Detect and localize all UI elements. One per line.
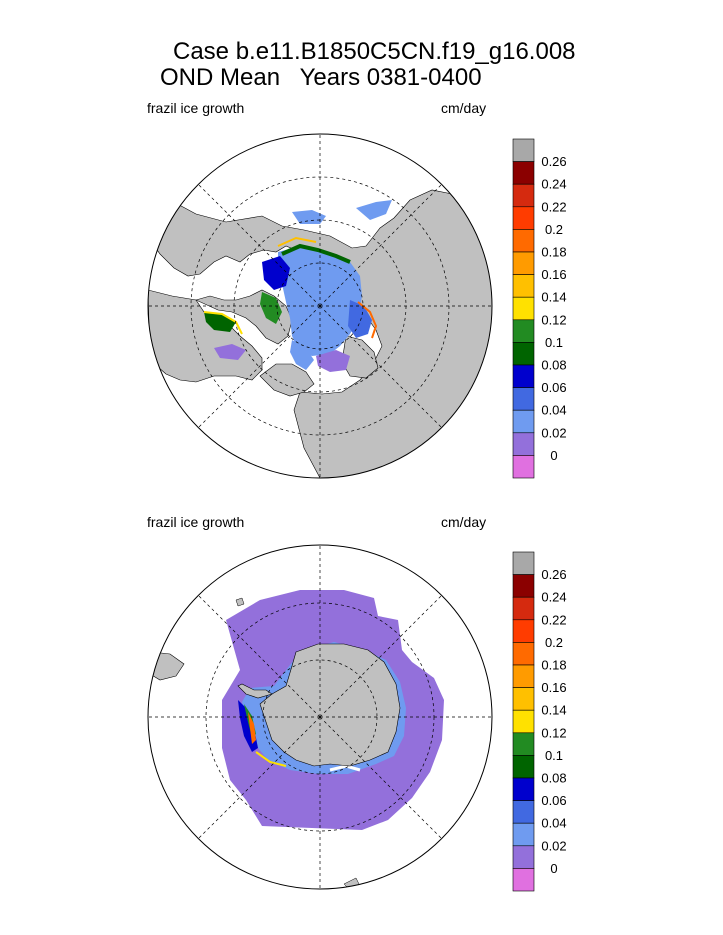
antarctic-map [148, 545, 492, 890]
cb1-label-13: 0 [550, 447, 558, 463]
cb2-label-6: 0.14 [541, 702, 567, 718]
colorbar-south [513, 552, 567, 891]
cb1-swatch-2 [513, 184, 534, 207]
cb1-label-12: 0.02 [541, 425, 567, 441]
cb2-label-10: 0.06 [541, 793, 567, 809]
panel1-units-label: cm/day [441, 100, 487, 116]
cb2-swatch-4 [513, 642, 534, 665]
cb2-swatch-2 [513, 597, 534, 620]
cb1-label-3: 0.2 [544, 221, 564, 237]
cb1-swatch-3 [513, 207, 534, 230]
cb1-label-7: 0.12 [541, 312, 567, 328]
cb1-swatch-10 [513, 365, 534, 388]
cb1-label-6: 0.14 [541, 289, 567, 305]
cb1-swatch-11 [513, 388, 534, 411]
cb2-label-8: 0.1 [544, 747, 564, 763]
cb2-label-11: 0.04 [541, 815, 567, 831]
cb2-swatch-10 [513, 778, 534, 801]
cb2-swatch-9 [513, 755, 534, 778]
cb2-swatch-11 [513, 801, 534, 824]
colorbar-north [513, 139, 567, 478]
cb2-label-7: 0.12 [541, 725, 567, 741]
cb2-swatch-0 [513, 552, 534, 575]
cb2-label-13: 0 [550, 860, 558, 876]
cb2-swatch-3 [513, 620, 534, 643]
cb1-label-8: 0.1 [544, 334, 564, 350]
cb1-label-1: 0.24 [541, 176, 567, 192]
cb1-swatch-7 [513, 297, 534, 320]
cb1-swatch-0 [513, 139, 534, 162]
cb2-label-9: 0.08 [541, 770, 567, 786]
cb2-label-0: 0.26 [541, 567, 567, 583]
cb1-swatch-6 [513, 275, 534, 298]
cb2-label-5: 0.16 [541, 680, 567, 696]
cb1-label-9: 0.08 [541, 357, 567, 373]
panel2-variable-label: frazil ice growth [147, 514, 245, 530]
cb2-swatch-12 [513, 823, 534, 846]
antarctic-graticule [148, 545, 492, 889]
cb1-swatch-12 [513, 410, 534, 433]
cb1-swatch-8 [513, 320, 534, 343]
cb1-label-5: 0.16 [541, 267, 567, 283]
cb1-label-10: 0.06 [541, 380, 567, 396]
cb1-swatch-13 [513, 433, 534, 456]
cb2-swatch-7 [513, 710, 534, 733]
panel1-variable-label: frazil ice growth [147, 100, 245, 116]
panel2-units-label: cm/day [441, 514, 487, 530]
arctic-graticule [148, 134, 492, 478]
arctic-map [148, 134, 496, 486]
cb2-label-4: 0.18 [541, 657, 567, 673]
cb2-label-12: 0.02 [541, 838, 567, 854]
cb1-swatch-4 [513, 229, 534, 252]
figure-title-line2: OND Mean Years 0381-0400 [160, 64, 482, 91]
cb1-swatch-5 [513, 252, 534, 275]
cb2-swatch-13 [513, 846, 534, 869]
cb2-swatch-5 [513, 665, 534, 688]
cb2-label-2: 0.22 [541, 612, 567, 628]
cb1-label-2: 0.22 [541, 199, 567, 215]
cb2-swatch-8 [513, 733, 534, 756]
cb2-swatch-6 [513, 688, 534, 711]
cb2-label-1: 0.24 [541, 589, 567, 605]
cb2-label-3: 0.2 [544, 634, 564, 650]
cb1-label-4: 0.18 [541, 244, 567, 260]
cb1-swatch-9 [513, 342, 534, 365]
figure-title-line1: Case b.e11.B1850C5CN.f19_g16.008 [173, 38, 576, 65]
cb2-swatch-1 [513, 575, 534, 598]
cb1-swatch-1 [513, 162, 534, 185]
cb1-label-0: 0.26 [541, 154, 567, 170]
cb1-label-11: 0.04 [541, 402, 567, 418]
cb2-swatch-14 [513, 868, 534, 891]
cb1-swatch-14 [513, 455, 534, 478]
